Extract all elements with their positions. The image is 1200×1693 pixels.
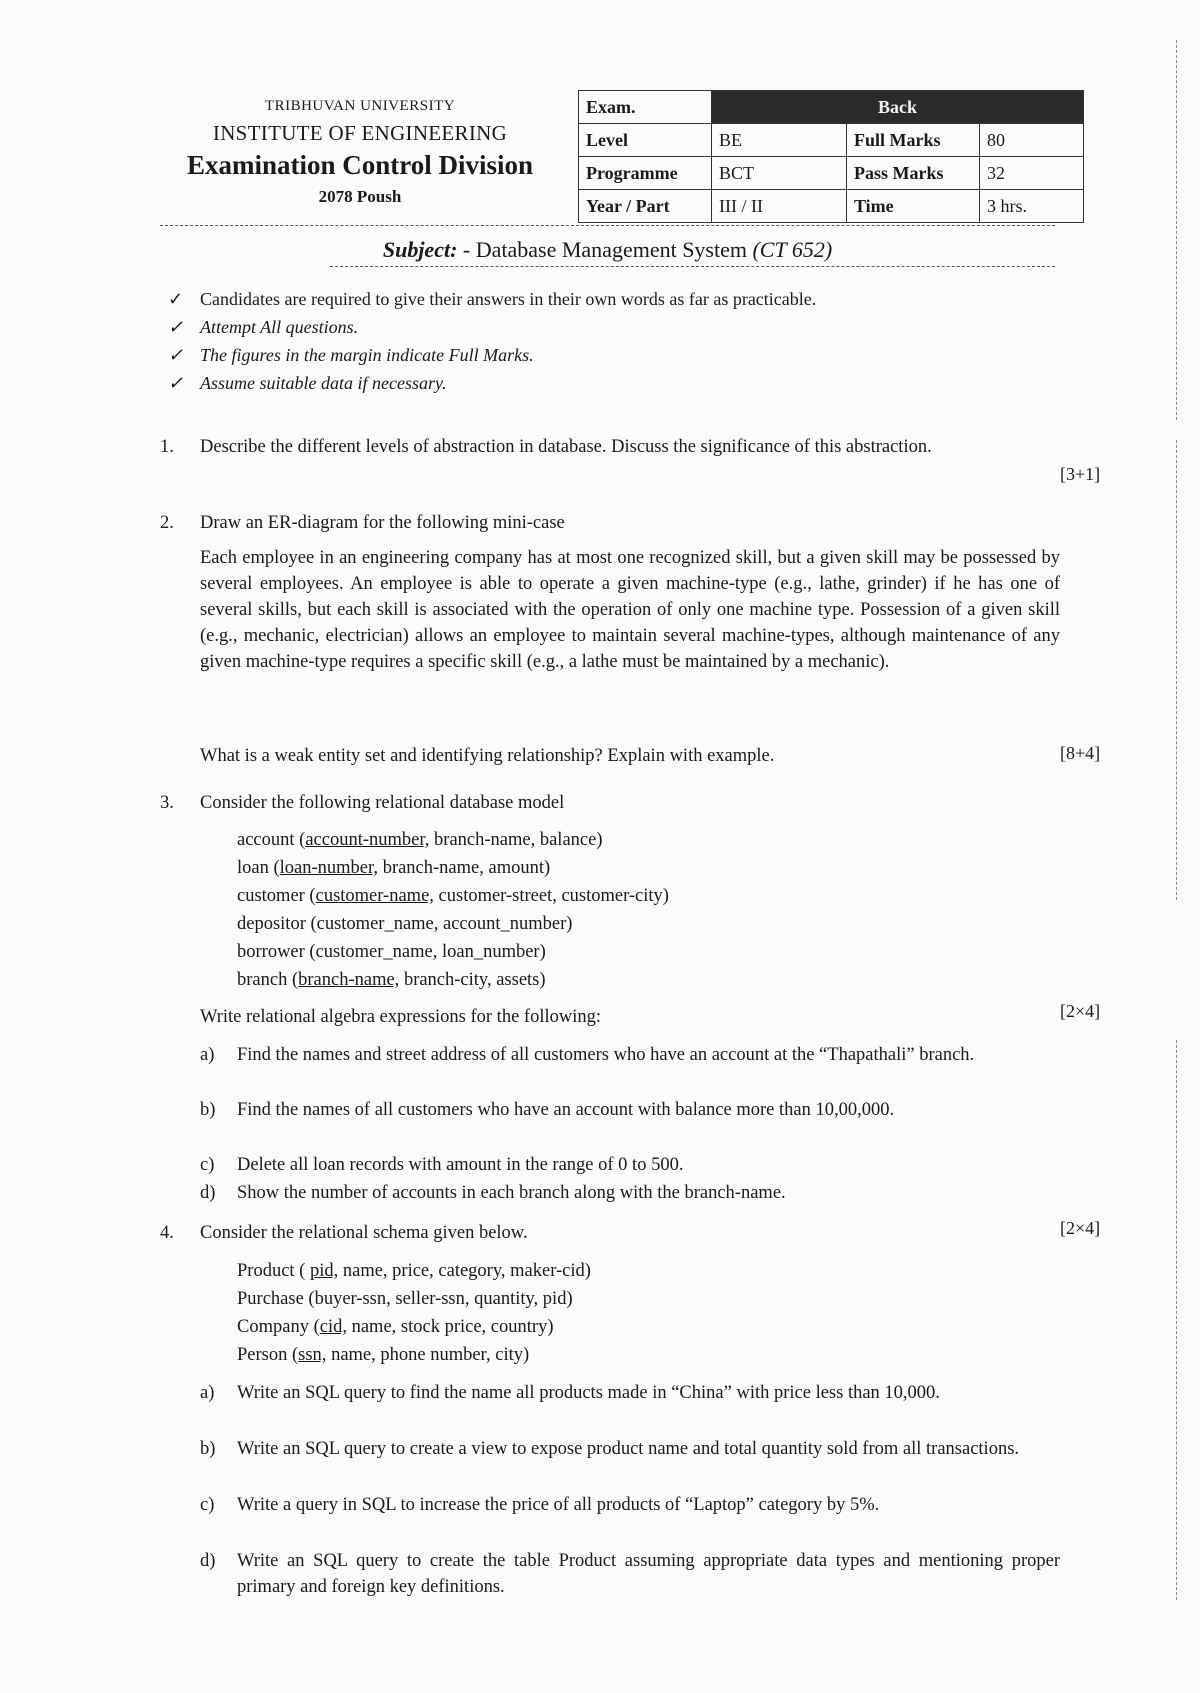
scan-margin-line <box>1176 40 1177 420</box>
question-3-marks: [2×4] <box>1060 1001 1101 1021</box>
question-3-prompt <box>160 1004 1060 1030</box>
subject-code: (CT 652) <box>752 237 833 262</box>
question-3 <box>160 790 1060 816</box>
scan-margin-line <box>1176 440 1177 900</box>
question-4 <box>160 1220 1060 1246</box>
instruction-item: ✓ Assume suitable data if necessary. <box>168 369 816 397</box>
subject-label: Subject: <box>382 237 458 262</box>
programme-label: Programme <box>579 157 712 190</box>
exam-label: Exam. <box>579 91 712 124</box>
question-4-marks: [2×4] <box>1060 1218 1101 1238</box>
question-text: Consider the following relational database model <box>200 793 565 813</box>
relational-schema-list <box>237 1257 591 1369</box>
pass-marks-value: 32 <box>980 157 1084 190</box>
prompt-text: Write relational algebra expressions for the following: <box>200 1007 601 1027</box>
question-4d: d) Write an SQL query to create the table Product assuming appropriate data types and mentioning proper primary and foreign key definitions. <box>200 1551 1060 1597</box>
question-3d: d) Show the number of accounts in each branch along with the branch-name. <box>200 1183 786 1203</box>
university-name: TRIBHUVAN UNIVERSITY <box>264 98 456 114</box>
full-marks-label: Full Marks <box>847 124 980 157</box>
time-label: Time <box>847 190 980 223</box>
question-number: 3. <box>160 793 174 813</box>
scan-margin-line <box>1176 1040 1177 1600</box>
programme-row <box>579 157 1084 190</box>
check-icon: ✓ <box>168 373 184 393</box>
check-icon: ✓ <box>168 345 184 365</box>
schema-line: account (account-number, branch-name, balance) <box>237 830 603 850</box>
check-icon: ✓ <box>168 317 184 337</box>
question-2 <box>160 510 1060 536</box>
time-value: 3 hrs. <box>980 190 1084 223</box>
question-text: Draw an ER-diagram for the following mini-case <box>200 513 565 533</box>
year-part-value: III / II <box>712 190 847 223</box>
question-2-marks: [8+4] <box>1060 743 1101 763</box>
subject-name: - Database Management System <box>462 237 747 262</box>
question-1-marks: [3+1] <box>1060 464 1101 484</box>
subject-underline <box>330 266 1055 267</box>
schema-line: branch (branch-name, branch-city, assets) <box>237 970 546 990</box>
year-part-row <box>579 190 1084 223</box>
schema-line: Product ( pid, name, price, category, maker-cid) <box>237 1261 591 1281</box>
mini-case-text: Each employee in an engineering company has at most one recognized skill, but a given skill may be possessed by several employees. An employee is able to operate a given machine-type (e.g., lathe, grinder) if he has one of several skills, but each skill is associated with the operation of only one machine type. Possession of a given skill (e.g., mechanic, electrician) allows an employee to maintain several machine-types, although maintenance of any given machine-type requires a specific skill (e.g., a lathe must be maintained by a mechanic). <box>200 548 1060 672</box>
question-number: 4. <box>160 1223 174 1243</box>
check-icon: ✓ <box>168 289 184 309</box>
schema-line: borrower (customer_name, loan_number) <box>237 942 546 962</box>
schema-line: Purchase (buyer-ssn, seller-ssn, quantity, pid) <box>237 1289 573 1309</box>
institute-name: INSTITUTE OF ENGINEERING <box>212 121 508 145</box>
instruction-item: ✓ Candidates are required to give their answers in their own words as far as practicable. <box>168 285 816 313</box>
division-name: Examination Control Division <box>186 150 534 180</box>
question-3b: b) Find the names of all customers who have an account with balance more than 10,00,000. <box>200 1100 895 1120</box>
question-1 <box>160 434 1060 460</box>
level-value: BE <box>712 124 847 157</box>
schema-line: customer (customer-name, customer-street, customer-city) <box>237 886 669 906</box>
instruction-item: ✓ The figures in the margin indicate Full Marks. <box>168 341 816 369</box>
question-4a: a) Write an SQL query to find the name all products made in “China” with price less than 10,000. <box>200 1383 940 1403</box>
institution-header <box>150 98 570 207</box>
question-3a: a) Find the names and street address of all customers who have an account at the “Thapathali” branch. <box>200 1045 975 1065</box>
question-3c: c) Delete all loan records with amount in the range of 0 to 500. <box>200 1155 684 1175</box>
question-2-followup <box>160 743 1060 769</box>
level-row <box>579 124 1084 157</box>
pass-marks-label: Pass Marks <box>847 157 980 190</box>
question-2-case <box>160 545 1060 675</box>
schema-line: depositor (customer_name, account_number) <box>237 914 573 934</box>
question-4b: b) Write an SQL query to create a view to expose product name and total quantity sold from all transactions. <box>200 1439 1020 1459</box>
exam-row <box>579 91 1084 124</box>
instruction-item: ✓ Attempt All questions. <box>168 313 816 341</box>
followup-text: What is a weak entity set and identifying relationship? Explain with example. <box>200 746 775 766</box>
question-text: Consider the relational schema given below. <box>200 1223 528 1243</box>
question-number: 2. <box>160 513 174 533</box>
header-divider <box>160 225 1055 226</box>
programme-value: BCT <box>712 157 847 190</box>
level-label: Level <box>579 124 712 157</box>
exam-type: Back <box>712 91 1084 124</box>
subject-line <box>160 237 1055 263</box>
question-number: 1. <box>160 437 174 457</box>
year-part-label: Year / Part <box>579 190 712 223</box>
relational-schema-list <box>237 826 669 994</box>
schema-line: Person (ssn, name, phone number, city) <box>237 1345 530 1365</box>
schema-line: Company (cid, name, stock price, country) <box>237 1317 554 1337</box>
full-marks-value: 80 <box>980 124 1084 157</box>
exam-date: 2078 Poush <box>318 187 402 206</box>
question-4c: c) Write a query in SQL to increase the price of all products of “Laptop” category by 5%. <box>200 1495 880 1515</box>
question-text: Describe the different levels of abstraction in database. Discuss the significance of this abstraction. <box>200 437 932 457</box>
instructions-list <box>168 285 816 397</box>
schema-line: loan (loan-number, branch-name, amount) <box>237 858 551 878</box>
exam-info-table <box>578 90 1084 223</box>
